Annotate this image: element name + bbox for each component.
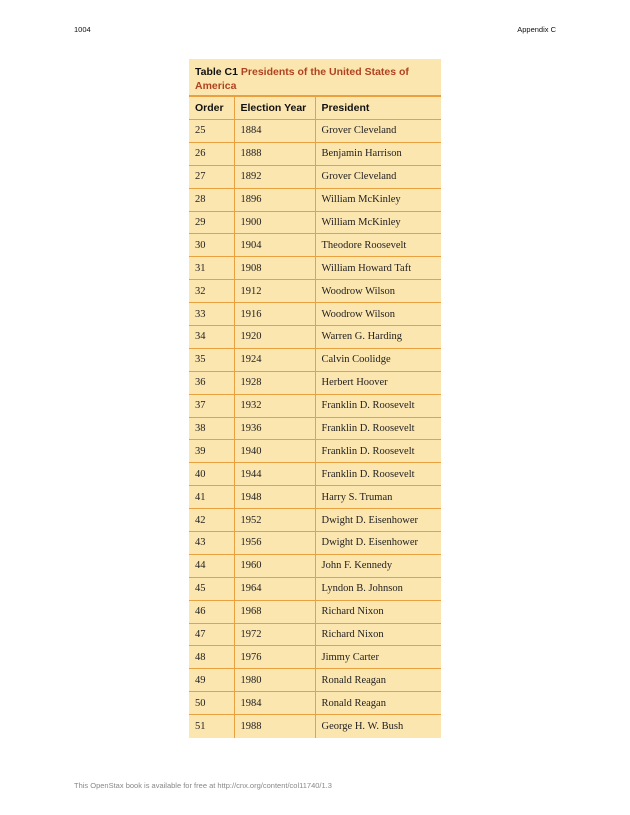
page-footer: This OpenStax book is available for free at http://cnx.org/content/col11740/1.3 [74,781,332,790]
order-cell: 28 [189,188,234,211]
election-year-cell: 1900 [234,211,315,234]
president-cell: Harry S. Truman [315,486,441,509]
table-caption-label: Table C1 [195,66,238,78]
president-cell: George H. W. Bush [315,715,441,738]
president-cell: Warren G. Harding [315,326,441,349]
table-row [189,211,441,234]
president-cell: Franklin D. Roosevelt [315,417,441,440]
election-year-cell: 1924 [234,348,315,371]
order-cell: 27 [189,165,234,188]
column-header-president: President [315,97,441,120]
election-year-cell: 1960 [234,554,315,577]
president-cell: Franklin D. Roosevelt [315,440,441,463]
table-row [189,120,441,143]
running-head: Appendix C [517,25,556,34]
election-year-cell: 1964 [234,577,315,600]
election-year-cell: 1980 [234,669,315,692]
order-cell: 32 [189,280,234,303]
election-year-cell: 1956 [234,532,315,555]
table-row [189,303,441,326]
president-cell: Woodrow Wilson [315,280,441,303]
table-row [189,600,441,623]
election-year-cell: 1940 [234,440,315,463]
table-row [189,394,441,417]
president-cell: Woodrow Wilson [315,303,441,326]
order-cell: 25 [189,120,234,143]
table-row [189,554,441,577]
election-year-cell: 1888 [234,142,315,165]
election-year-cell: 1928 [234,371,315,394]
president-cell: Ronald Reagan [315,692,441,715]
election-year-cell: 1896 [234,188,315,211]
order-cell: 33 [189,303,234,326]
order-cell: 46 [189,600,234,623]
president-cell: Calvin Coolidge [315,348,441,371]
president-cell: Richard Nixon [315,600,441,623]
table-row [189,257,441,280]
president-cell: Ronald Reagan [315,669,441,692]
table-row [189,532,441,555]
table-row [189,188,441,211]
table-row [189,417,441,440]
order-cell: 39 [189,440,234,463]
table-row [189,326,441,349]
president-cell: Franklin D. Roosevelt [315,463,441,486]
order-cell: 26 [189,142,234,165]
order-cell: 34 [189,326,234,349]
table-row [189,623,441,646]
order-cell: 29 [189,211,234,234]
table-row [189,371,441,394]
order-cell: 50 [189,692,234,715]
table-row [189,669,441,692]
order-cell: 30 [189,234,234,257]
president-cell: John F. Kennedy [315,554,441,577]
table-row [189,486,441,509]
president-cell: Franklin D. Roosevelt [315,394,441,417]
table-row [189,509,441,532]
presidents-table [189,96,441,738]
page-number: 1004 [74,25,91,34]
table-row [189,577,441,600]
table-row [189,440,441,463]
table-header-row [189,97,441,120]
order-cell: 31 [189,257,234,280]
order-cell: 35 [189,348,234,371]
table-row [189,280,441,303]
president-cell: William McKinley [315,211,441,234]
election-year-cell: 1932 [234,394,315,417]
president-cell: Dwight D. Eisenhower [315,509,441,532]
election-year-cell: 1968 [234,600,315,623]
table-row [189,348,441,371]
election-year-cell: 1944 [234,463,315,486]
election-year-cell: 1972 [234,623,315,646]
president-cell: Jimmy Carter [315,646,441,669]
presidents-table-container [189,59,441,738]
president-cell: William Howard Taft [315,257,441,280]
election-year-cell: 1976 [234,646,315,669]
table-row [189,142,441,165]
president-cell: Herbert Hoover [315,371,441,394]
president-cell: Richard Nixon [315,623,441,646]
president-cell: Grover Cleveland [315,165,441,188]
order-cell: 51 [189,715,234,738]
election-year-cell: 1948 [234,486,315,509]
table-caption [189,59,441,96]
president-cell: Theodore Roosevelt [315,234,441,257]
table-body [189,120,441,738]
election-year-cell: 1884 [234,120,315,143]
order-cell: 43 [189,532,234,555]
column-header-election-year: Election Year [234,97,315,120]
president-cell: Lyndon B. Johnson [315,577,441,600]
table-row [189,234,441,257]
election-year-cell: 1892 [234,165,315,188]
president-cell: William McKinley [315,188,441,211]
order-cell: 45 [189,577,234,600]
column-header-order: Order [189,97,234,120]
election-year-cell: 1920 [234,326,315,349]
order-cell: 42 [189,509,234,532]
order-cell: 36 [189,371,234,394]
election-year-cell: 1912 [234,280,315,303]
order-cell: 38 [189,417,234,440]
order-cell: 41 [189,486,234,509]
table-row [189,715,441,738]
table-row [189,646,441,669]
president-cell: Dwight D. Eisenhower [315,532,441,555]
order-cell: 44 [189,554,234,577]
election-year-cell: 1936 [234,417,315,440]
election-year-cell: 1904 [234,234,315,257]
order-cell: 49 [189,669,234,692]
table-row [189,463,441,486]
election-year-cell: 1916 [234,303,315,326]
table-caption-title: Presidents of the United States of America [195,66,409,92]
election-year-cell: 1908 [234,257,315,280]
election-year-cell: 1984 [234,692,315,715]
election-year-cell: 1988 [234,715,315,738]
order-cell: 37 [189,394,234,417]
order-cell: 40 [189,463,234,486]
election-year-cell: 1952 [234,509,315,532]
table-row [189,692,441,715]
president-cell: Benjamin Harrison [315,142,441,165]
president-cell: Grover Cleveland [315,120,441,143]
order-cell: 48 [189,646,234,669]
order-cell: 47 [189,623,234,646]
table-row [189,165,441,188]
